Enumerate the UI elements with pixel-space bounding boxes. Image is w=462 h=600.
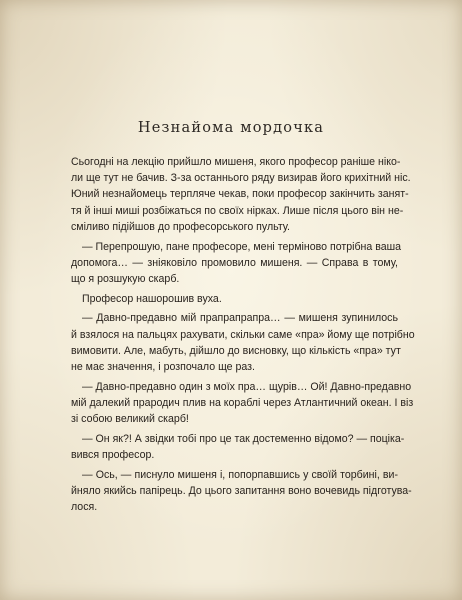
text-line: сміливо підійшов до професорського пульту.	[71, 220, 290, 233]
text-line: Сьогодні на лекцію прийшло мишеня, якого професор раніше ніко-	[71, 156, 401, 168]
text-line: — Ось, — писнуло мишеня і, попорпавшись у своїй торбині, ви-	[82, 468, 398, 481]
text-line: вився професор.	[71, 448, 155, 461]
text-line: не має значення, і розпочало ще раз.	[71, 360, 255, 373]
paragraph-1	[71, 154, 411, 235]
chapter-title: Незнайома мордочка	[137, 120, 325, 136]
text-line: що я розшукую скарб.	[71, 272, 180, 285]
paragraph-4	[71, 310, 415, 375]
text-line: — Перепрошую, пане професоре, мені терміново потрібна ваша	[82, 240, 401, 253]
text-line: вимовити. Але, мабуть, дійшло до висновку, що кількість «пра» тут	[71, 344, 401, 357]
paragraph-6	[71, 431, 405, 463]
paragraph-5	[71, 379, 414, 428]
paragraph-2	[71, 239, 401, 288]
text-line: лося.	[71, 501, 98, 514]
text-line: — Давно-предавно мій прапрапрапра… — мишеня зупинилось	[82, 312, 398, 325]
text-line: мій далекий прародич плив на кораблі через Атлантичний океан. І віз	[71, 396, 414, 409]
text-line: йняло якийсь папірець. До цього запитання воно вочевидь підготува-	[71, 484, 412, 497]
body-text	[71, 154, 415, 515]
text-line: Юний незнайомець терпляче чекав, поки професор закінчить занят-	[71, 188, 409, 201]
text-line: — Давно-предавно один з моїх пра… щурів… Ой! Давно-предавно	[82, 380, 412, 393]
text-line: зі собою великий скарб!	[71, 413, 189, 426]
text-line: — Он як?! А звідки тобі про це так достеменно відомо? — поціка-	[82, 432, 405, 445]
text-line: й взялося на пальцях рахувати, скільки саме «пра» йому ще потрібно	[71, 328, 415, 341]
paragraph-3	[71, 291, 398, 307]
paragraph-7	[71, 467, 412, 516]
text-line: ли ще тут не бачив. З-за останнього ряду визирав його крихітний ніс.	[71, 172, 411, 185]
text-line: тя й інші миші розбіжаться по своїх нірках. Лише після цього він не-	[71, 204, 404, 217]
text-line: Професор нашорошив вуха.	[82, 292, 222, 305]
text-line: допомога… — зніяковіло промовило мишеня. — Справа в тому,	[71, 256, 398, 269]
